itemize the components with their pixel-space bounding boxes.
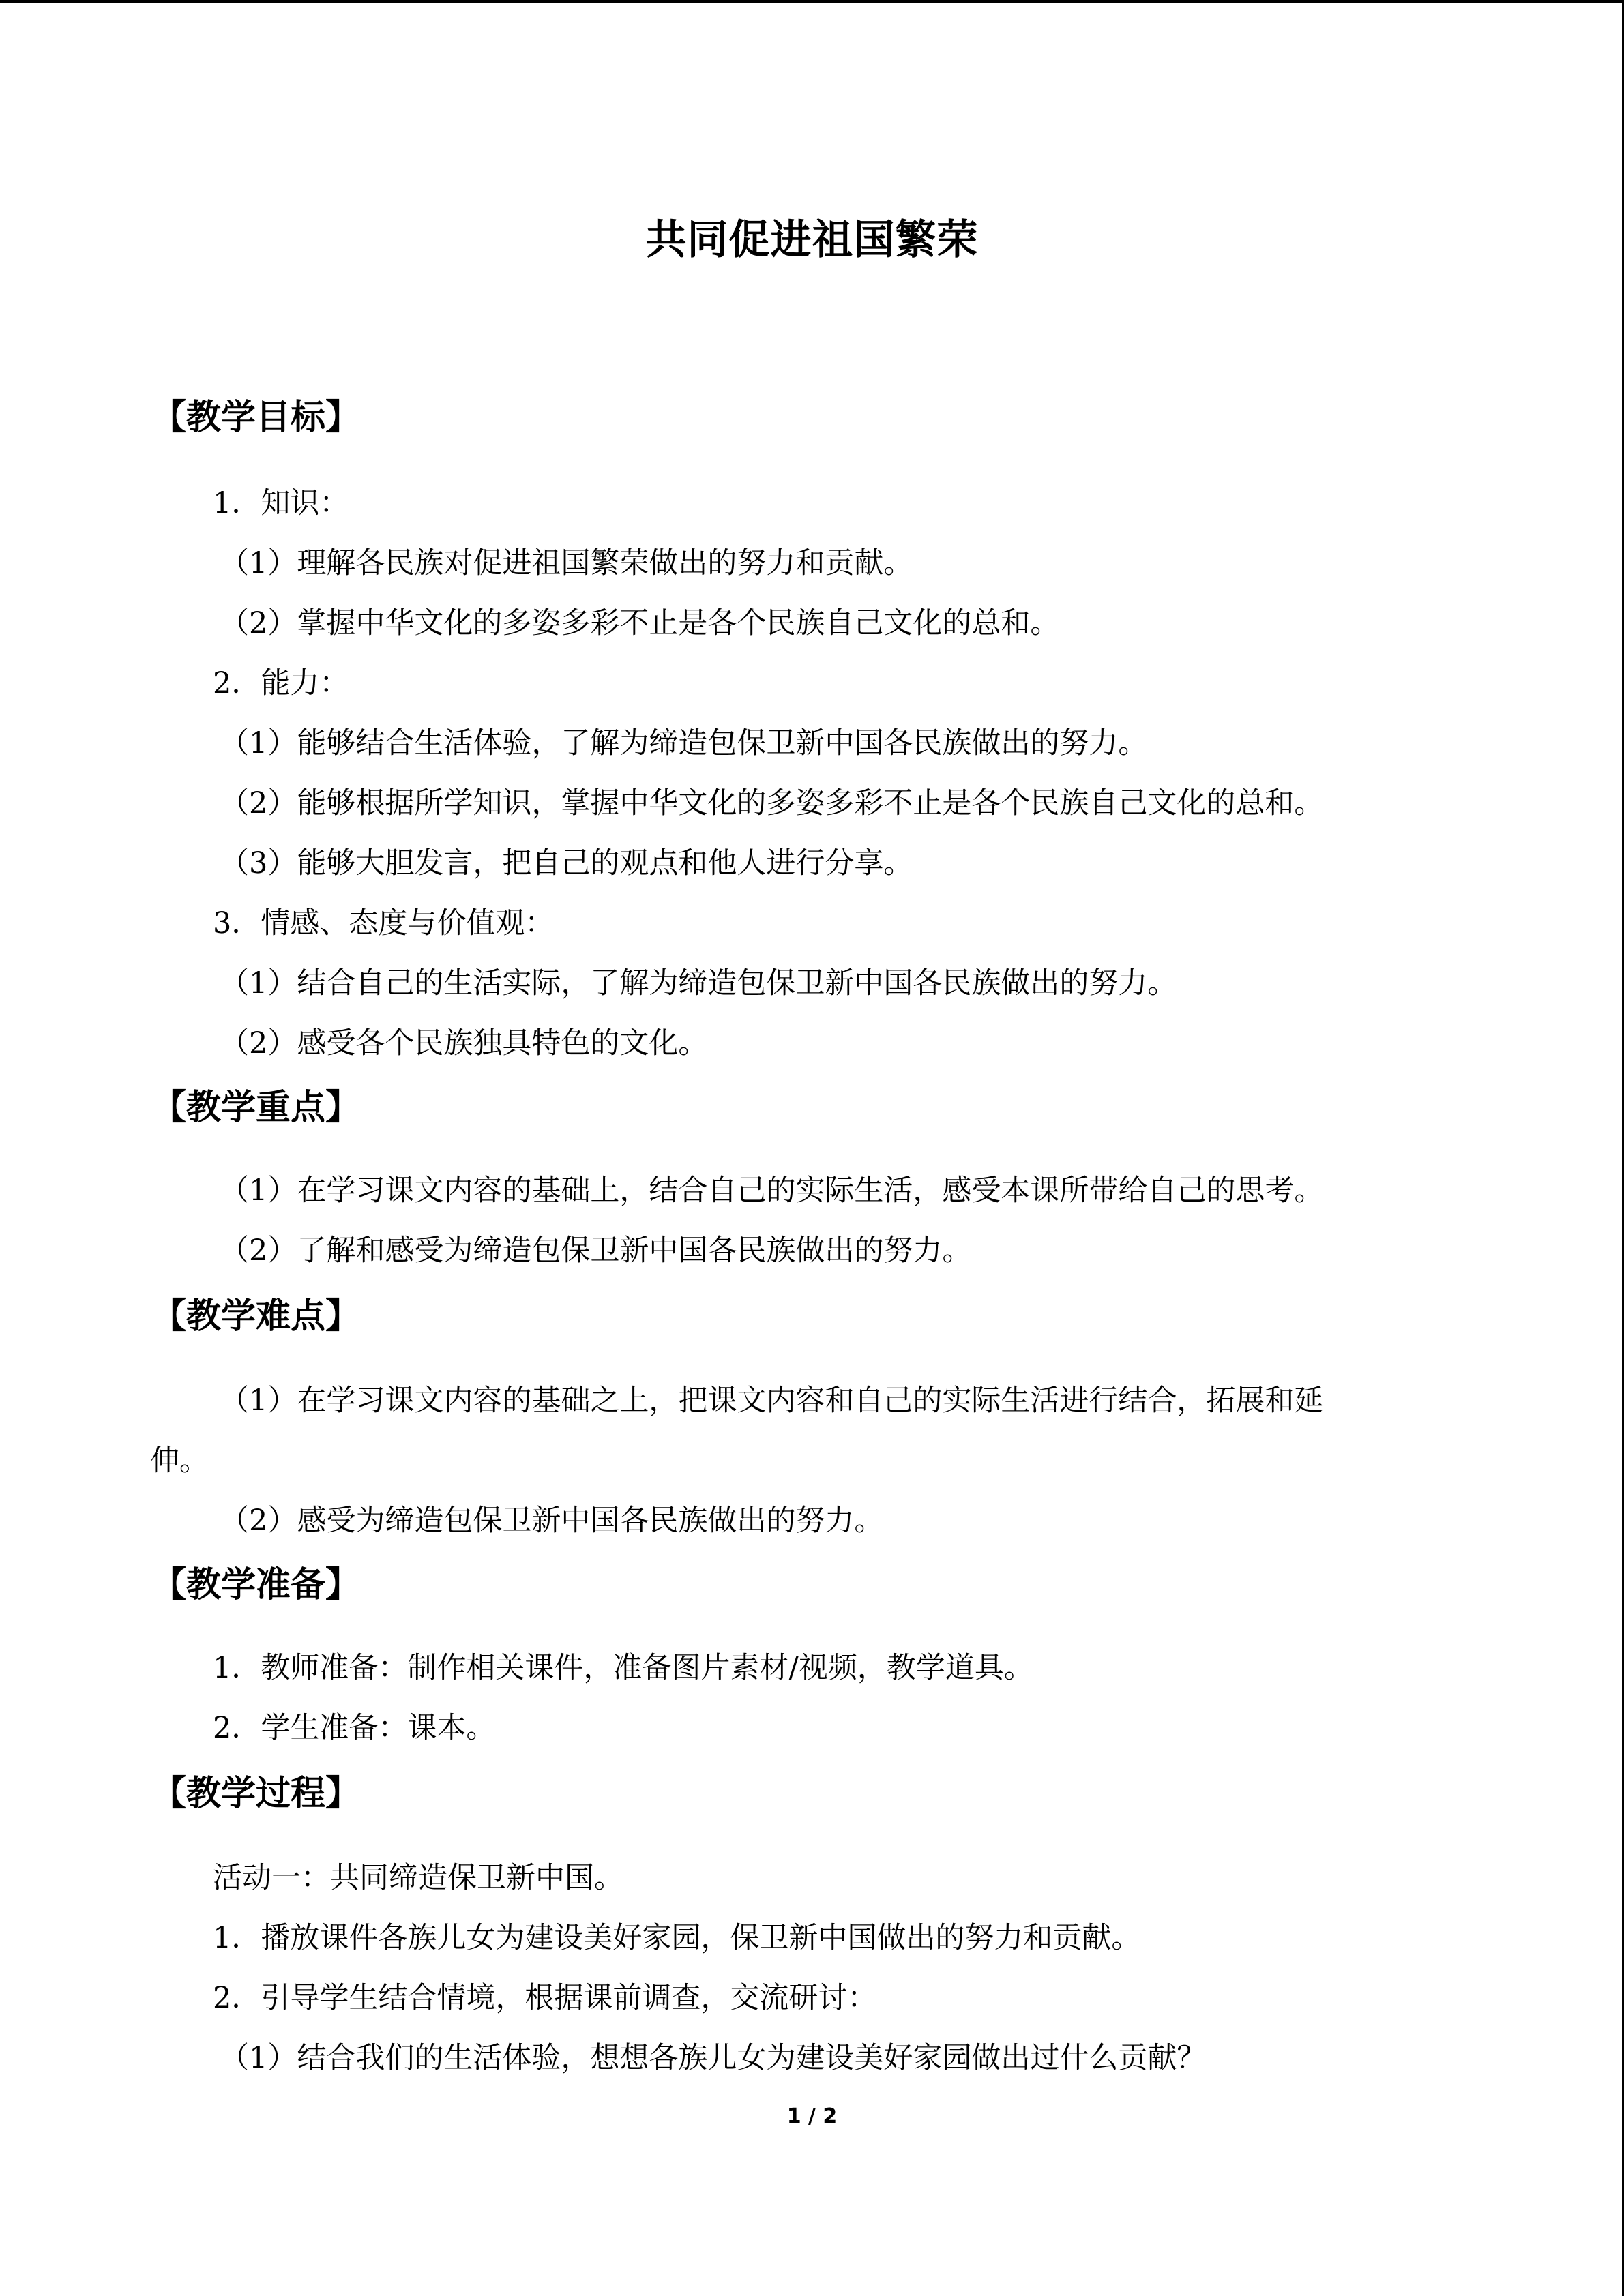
process-question-1: （1）结合我们的生活体验，想想各族儿女为建设美好家园做出过什么贡献？ [220,2041,1207,2075]
preparation-item-1: 1．教师准备：制作相关课件，准备图片素材/视频，教学道具。 [213,1651,1033,1685]
section-heading-objectives: 【教学目标】 [151,398,361,438]
objectives-knowledge-item-2: （2）掌握中华文化的多姿多彩不止是各个民族自己文化的总和。 [220,606,1060,640]
objectives-emotion-item-2: （2）感受各个民族独具特色的文化。 [220,1026,708,1060]
preparation-item-2: 2．学生准备：课本。 [213,1711,496,1745]
difficulties-item-1-line-2: 伸。 [150,1444,209,1478]
section-heading-process: 【教学过程】 [151,1774,361,1814]
process-step-1: 1．播放课件各族儿女为建设美好家园，保卫新中国做出的努力和贡献。 [213,1921,1141,1955]
objectives-emotion-item-1: （1）结合自己的生活实际，了解为缔造包保卫新中国各民族做出的努力。 [220,966,1177,1000]
objectives-emotion-label: 3．情感、态度与价值观： [213,906,555,940]
key-points-item-1: （1）在学习课文内容的基础上，结合自己的实际生活，感受本课所带给自己的思考。 [220,1174,1324,1208]
process-step-2: 2．引导学生结合情境，根据课前调查，交流研讨： [213,1981,877,2015]
section-heading-difficulties: 【教学难点】 [151,1296,361,1337]
objectives-knowledge-item-1: （1）理解各民族对促进祖国繁荣做出的努力和贡献。 [220,546,913,580]
section-heading-preparation: 【教学准备】 [151,1565,361,1605]
page-number-indicator: 1 / 2 [786,2104,838,2128]
process-activity-title: 活动一：共同缔造保卫新中国。 [213,1861,623,1895]
difficulties-item-1-line-1: （1）在学习课文内容的基础之上，把课文内容和自己的实际生活进行结合，拓展和延 [220,1384,1324,1418]
objectives-ability-label: 2．能力： [213,666,349,700]
difficulties-item-2: （2）感受为缔造包保卫新中国各民族做出的努力。 [220,1504,884,1538]
key-points-item-2: （2）了解和感受为缔造包保卫新中国各民族做出的努力。 [220,1234,972,1268]
objectives-ability-item-2: （2）能够根据所学知识，掌握中华文化的多姿多彩不止是各个民族自己文化的总和。 [220,786,1324,820]
objectives-ability-item-3: （3）能够大胆发言，把自己的观点和他人进行分享。 [220,846,913,880]
document-title: 共同促进祖国繁荣 [645,216,979,264]
objectives-ability-item-1: （1）能够结合生活体验，了解为缔造包保卫新中国各民族做出的努力。 [220,726,1148,760]
section-heading-key-points: 【教学重点】 [151,1088,361,1128]
objectives-knowledge-label: 1．知识： [213,486,349,520]
